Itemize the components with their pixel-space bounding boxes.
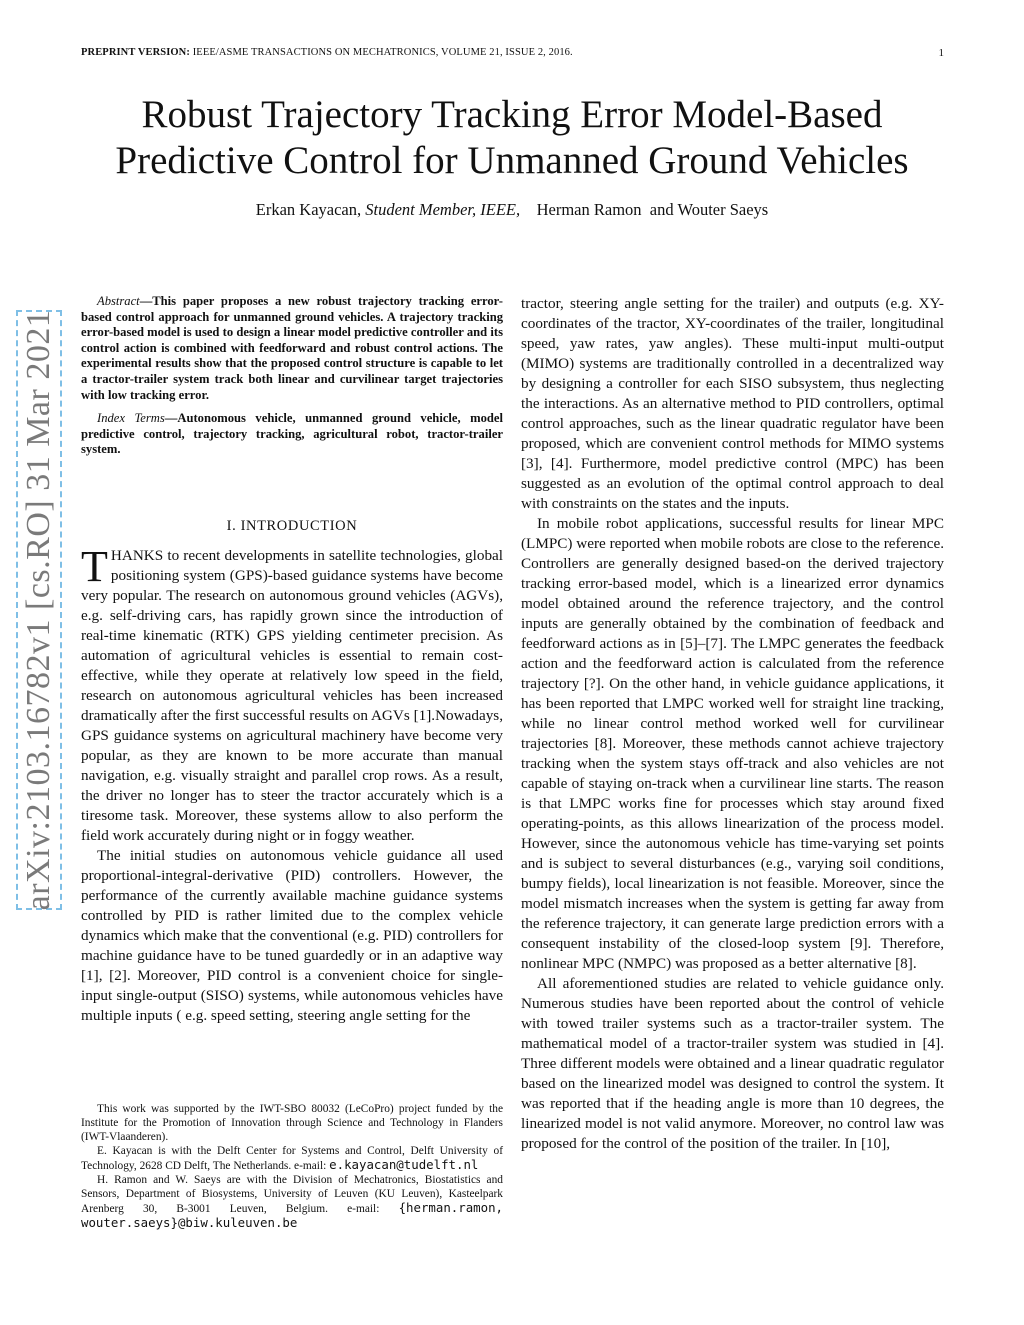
intro-paragraph-2: The initial studies on autonomous vehicle guidance all used proportional-integral-derivative (PID) controllers. However, the performance of the currently available machine guidance systems controlled by PID is rather limited due to the complex vehicle dynamics which make that the conventional (e.g. PID) controllers for machine guidance have to be tuned guardedly or in an adaptive way [1], [2]. Moreover, PID control is a convenient choice for single-input single-output (SISO) systems, while autonomous vehicles have multiple inputs ( e.g. speed setting, steering angle setting for the — [81, 847, 503, 1024]
paper-title — [60, 92, 964, 184]
title-line-2: Predictive Control for Unmanned Ground Vehicles — [115, 139, 909, 182]
intro-paragraph-1: THANKS to recent developments in satellite technologies, global positioning system (GPS)-based guidance systems have become very popular. The research on autonomous ground vehicles (AGVs), e.g. self-driving cars, has rapidly grown since the introduction of real-time kinematic (RTK) GPS yielding centimeter precision. As automation of agricultural vehicles is essential to remain cost-effective, while they operate at relatively low speed in the field, research on autonomous agricultural vehicles has been increased dramatically after the first successful results on AGVs [1].Nowadays, GPS guidance systems on agricultural machinery have become very popular, as they are known to be more accurate than manual navigation, e.g. visually straight and parallel crop rows. As a result, the driver no longer has to steer the tractor accurately which is a tiresome task. Moreover, these systems allow to also perform the field work accurately during night or in foggy weather. — [81, 542, 503, 844]
running-header — [81, 47, 951, 58]
right-paragraph-3: All aforementioned studies are related to vehicle guidance only. Numerous studies have been reported about the control of vehicle with towed trailer systems such as a tractor-trailer system. The mathematical model of a tractor-trailer system was studied in [4]. Three different models were obtained and a linear quadratic regulator based on the linearized model was designed to control the system. It was reported that if the heading angle is more than 10 degrees, the linearized model is not valid anymore. Moreover, no control law was proposed for the control of the position of the trailer. In [10], — [521, 975, 944, 1152]
intro-body — [81, 542, 503, 1026]
header-journal: IEEE/ASME TRANSACTIONS ON MECHATRONICS, VOLUME 21, ISSUE 2, 2016. — [192, 47, 573, 58]
footnote-kayacan: E. Kayacan is with the Delft Center for Systems and Control, Delft University of Technology, 2628 CD Delft, The Netherlands. e-mail: e.kayacan@tudelft.nl — [81, 1145, 503, 1172]
right-paragraph-2: In mobile robot applications, successful results for linear MPC (LMPC) were reported when mobile robots are close to the reference. Controllers are generally designed based-on the derived trajectory tracking error-based model, which is a linearized error dynamics model obtained around the reference trajectory, and the control inputs are generally obtained by the combination of feedback and feedforward actions as in [5]–[7]. The LMPC generates the feedback action and the feedforward action is calculated from the reference trajectory [?]. On the other hand, in vehicle guidance applications, it has been reported that LMPC worked well for straight line tracking, while no linear control method worked well for curvilinear trajectories [8]. Moreover, these methods cannot achieve trajectory tracking when the system stays off-track and also vehicles are not capable of staying on-track when a curvilinear line starts. The reason is that LMPC works fine for processes which stay around fixed operating-points, as this allows linearization of the process model. However, since the autonomous vehicle has time-varying set points and is subject to several disturbances (e.g., varying soil conditions, bumpy fields), local linearization is not feasible. Moreover, since the model mismatch increases when the system is getting far away from the reference trajectory, it can generate large prediction errors with a consequent instability of the closed-loop system [9]. Therefore, nonlinear MPC (NMPC) was proposed as a better alternative [8]. — [521, 515, 944, 972]
abstract-label: Abstract — [97, 294, 140, 308]
author-saeys: and Wouter Saeys — [649, 200, 769, 219]
footnote-ramon-saeys: H. Ramon and W. Saeys are with the Division of Mechatronics, Biostatistics and Sensors, Department of Biosystems, University of Leuven (KU Leuven), Kasteelpark Arenberg 30, B-3001 Leuven, Belgium. e-mail: {herman.ramon, wouter.saeys}@biw.kuleuven.be — [81, 1174, 503, 1230]
abstract-block — [81, 294, 503, 458]
index-terms-text: —Autonomous vehicle, unmanned ground vehicle, model predictive control, trajectory tracking, agricultural robot, tractor-trailer system. — [81, 411, 503, 457]
arxiv-id: arXiv:2103.16782v1 [cs.RO] 31 Mar 2021 — [20, 309, 57, 911]
drop-cap: T — [81, 542, 108, 591]
header-label: PREPRINT VERSION: — [81, 47, 190, 58]
section-heading-introduction: I. INTRODUCTION — [226, 518, 358, 534]
author-kayacan-role: Student Member, IEEE, — [365, 200, 521, 219]
arxiv-stamp — [16, 310, 62, 910]
title-line-1: Robust Trajectory Tracking Error Model-Based — [141, 93, 883, 136]
right-column-body — [521, 294, 944, 1154]
author-list — [60, 200, 964, 220]
abstract-text: —This paper proposes a new robust trajectory tracking error-based control approach for unmanned ground vehicles. A trajectory tracking error-based model is used to design a linear model predictive controller and its control action is combined with feedforward and robust control actions. The experimental results show that the proposed control structure is capable to let a tractor-trailer system track both linear and curvilinear target trajectories with low tracking error. — [81, 294, 503, 402]
author-kayacan: Erkan Kayacan, — [255, 200, 362, 219]
email-ramon-saeys[interactable]: {herman.ramon, wouter.saeys}@biw.kuleuven.be — [81, 1200, 503, 1230]
page-number: 1 — [938, 47, 944, 59]
footnote-funding: This work was supported by the IWT-SBO 80032 (LeCoPro) project funded by the Institute for the Promotion of Innovation through Science and Technology in Flanders (IWT-Vlaanderen). — [81, 1103, 503, 1143]
footnotes — [81, 1102, 503, 1231]
right-paragraph-1: tractor, steering angle setting for the trailer) and outputs (e.g. XY-coordinates of the tractor, XY-coordinates of the trailer, longitudinal speed, yaw rates, yaw angles). These multi-input multi-output (MIMO) systems are traditionally controlled in a decentralized way by designing a controller for each SISO subsystem, thus neglecting the interactions. As an alternative method to PID controllers, optimal control approaches, such as the linear quadratic regulator have been proposed, which are convenient control methods for MIMO systems [3], [4]. Furthermore, model predictive control (MPC) has been suggested as an evolution of the optimal control approach to deal with constraints on the states and the inputs. — [521, 295, 944, 512]
email-kayacan[interactable]: e.kayacan@tudelft.nl — [329, 1157, 479, 1172]
author-ramon: Herman Ramon — [536, 200, 642, 219]
index-terms-label: Index Terms — [97, 411, 165, 426]
